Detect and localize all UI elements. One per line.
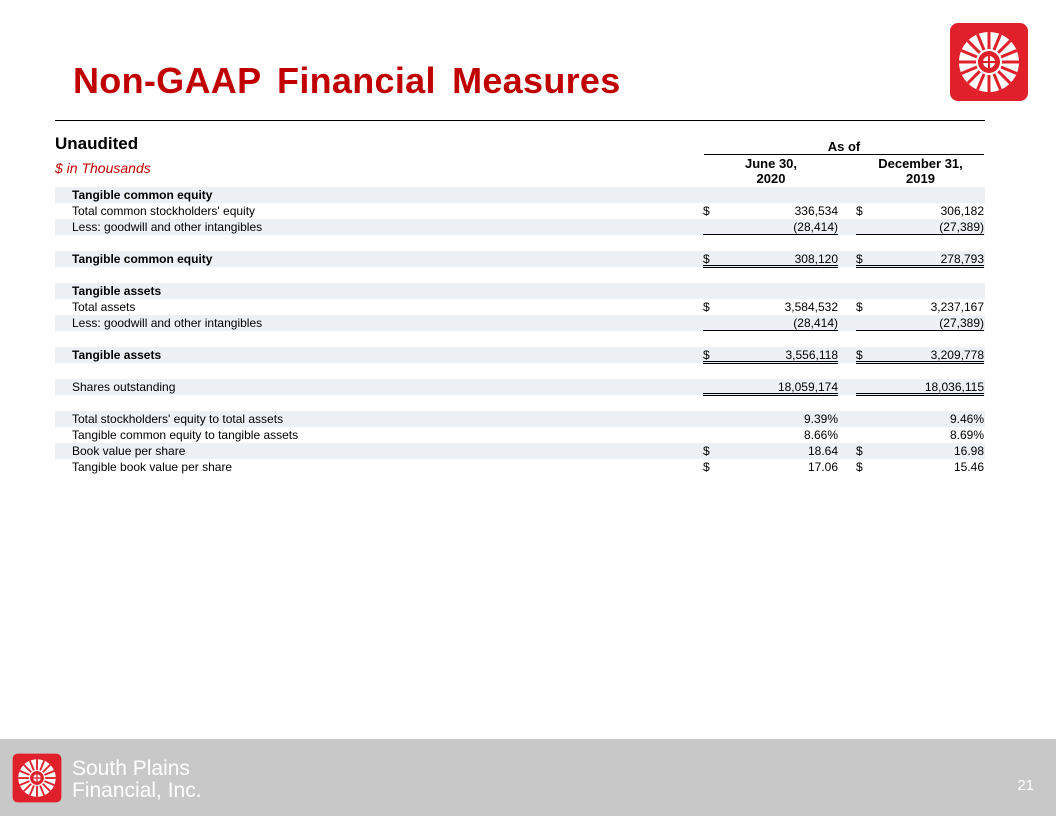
table-row [55, 379, 985, 395]
table-row [55, 251, 985, 267]
sunburst-logo-icon [949, 22, 1029, 102]
value-june-2020: 18,059,174 [703, 379, 838, 396]
table-row [55, 219, 985, 235]
table-row [55, 459, 985, 475]
value-december-2019: 16.98 [953, 444, 984, 458]
value-june-2020: (28,414) [703, 315, 838, 331]
page-title: Non-GAAP Financial Measures [73, 60, 621, 101]
currency-symbol: $ [703, 348, 710, 362]
value-december-2019: 9.46% [949, 412, 984, 426]
row-label: Total common stockholders' equity [72, 204, 256, 218]
value-june-2020: 8.66% [803, 428, 838, 442]
table-row [55, 235, 985, 251]
value-june-2020: 308,120 [703, 251, 838, 268]
row-label: Tangible common equity to tangible assets [72, 428, 299, 442]
value-june-2020: 17.06 [807, 460, 838, 474]
value-december-2019: 306,182 [940, 204, 984, 218]
row-label: Total assets [72, 300, 136, 314]
company-name-line2: Financial, Inc. [72, 779, 202, 802]
footer-bar [0, 739, 1056, 816]
value-june-2020: (28,414) [703, 219, 838, 235]
value-june-2020: 9.39% [803, 412, 838, 426]
currency-symbol: $ [856, 444, 863, 458]
table-row [55, 187, 985, 203]
table-row [55, 395, 985, 411]
row-label: Tangible common equity [72, 188, 213, 202]
currency-symbol: $ [856, 460, 863, 474]
table-row [55, 299, 985, 315]
row-label: Shares outstanding [72, 380, 176, 394]
row-label: Total stockholders' equity to total assets [72, 412, 284, 426]
value-december-2019: 18,036,115 [856, 379, 984, 396]
row-label: Less: goodwill and other intangibles [72, 316, 263, 330]
row-label: Tangible book value per share [72, 460, 233, 474]
table-row [55, 443, 985, 459]
row-label: Tangible assets [72, 284, 162, 298]
currency-symbol: $ [856, 348, 863, 362]
page-number: 21 [1017, 777, 1034, 794]
table-row [55, 411, 985, 427]
table-row [55, 283, 985, 299]
value-december-2019: 15.46 [953, 460, 984, 474]
currency-symbol: $ [703, 204, 710, 218]
value-december-2019: (27,389) [856, 315, 984, 331]
financial-table [55, 187, 985, 475]
table-row [55, 203, 985, 219]
column-header-june-2020: June 30, 2020 [704, 156, 838, 188]
column-header-december-2019: December 31, 2019 [857, 156, 984, 188]
table-row [55, 363, 985, 379]
currency-symbol: $ [703, 300, 710, 314]
row-label: Less: goodwill and other intangibles [72, 220, 263, 234]
as-of-header: As of [827, 139, 861, 154]
value-june-2020: 3,556,118 [703, 347, 838, 364]
title-divider [55, 120, 985, 121]
table-row [55, 347, 985, 363]
value-june-2020: 18.64 [807, 444, 838, 458]
value-june-2020: 3,584,532 [784, 300, 838, 314]
currency-symbol: $ [703, 444, 710, 458]
row-label: Book value per share [72, 444, 186, 458]
row-label: Tangible assets [72, 348, 162, 362]
currency-symbol: $ [856, 252, 863, 266]
value-december-2019: 8.69% [949, 428, 984, 442]
table-row [55, 315, 985, 331]
value-december-2019: (27,389) [856, 219, 984, 235]
currency-symbol: $ [703, 252, 710, 266]
currency-symbol: $ [856, 204, 863, 218]
units-note: $ in Thousands [55, 160, 151, 176]
value-june-2020: 336,534 [794, 204, 838, 218]
table-row [55, 267, 985, 283]
as-of-underline [704, 154, 984, 155]
value-december-2019: 3,209,778 [856, 347, 984, 364]
company-name-line1: South Plains [72, 757, 190, 780]
currency-symbol: $ [703, 460, 710, 474]
value-december-2019: 278,793 [856, 251, 984, 268]
row-label: Tangible common equity [72, 252, 213, 266]
sunburst-logo-icon [12, 753, 62, 803]
table-subtitle: Unaudited [55, 134, 139, 153]
table-row [55, 427, 985, 443]
value-december-2019: 3,237,167 [930, 300, 984, 314]
table-row [55, 331, 985, 347]
currency-symbol: $ [856, 300, 863, 314]
